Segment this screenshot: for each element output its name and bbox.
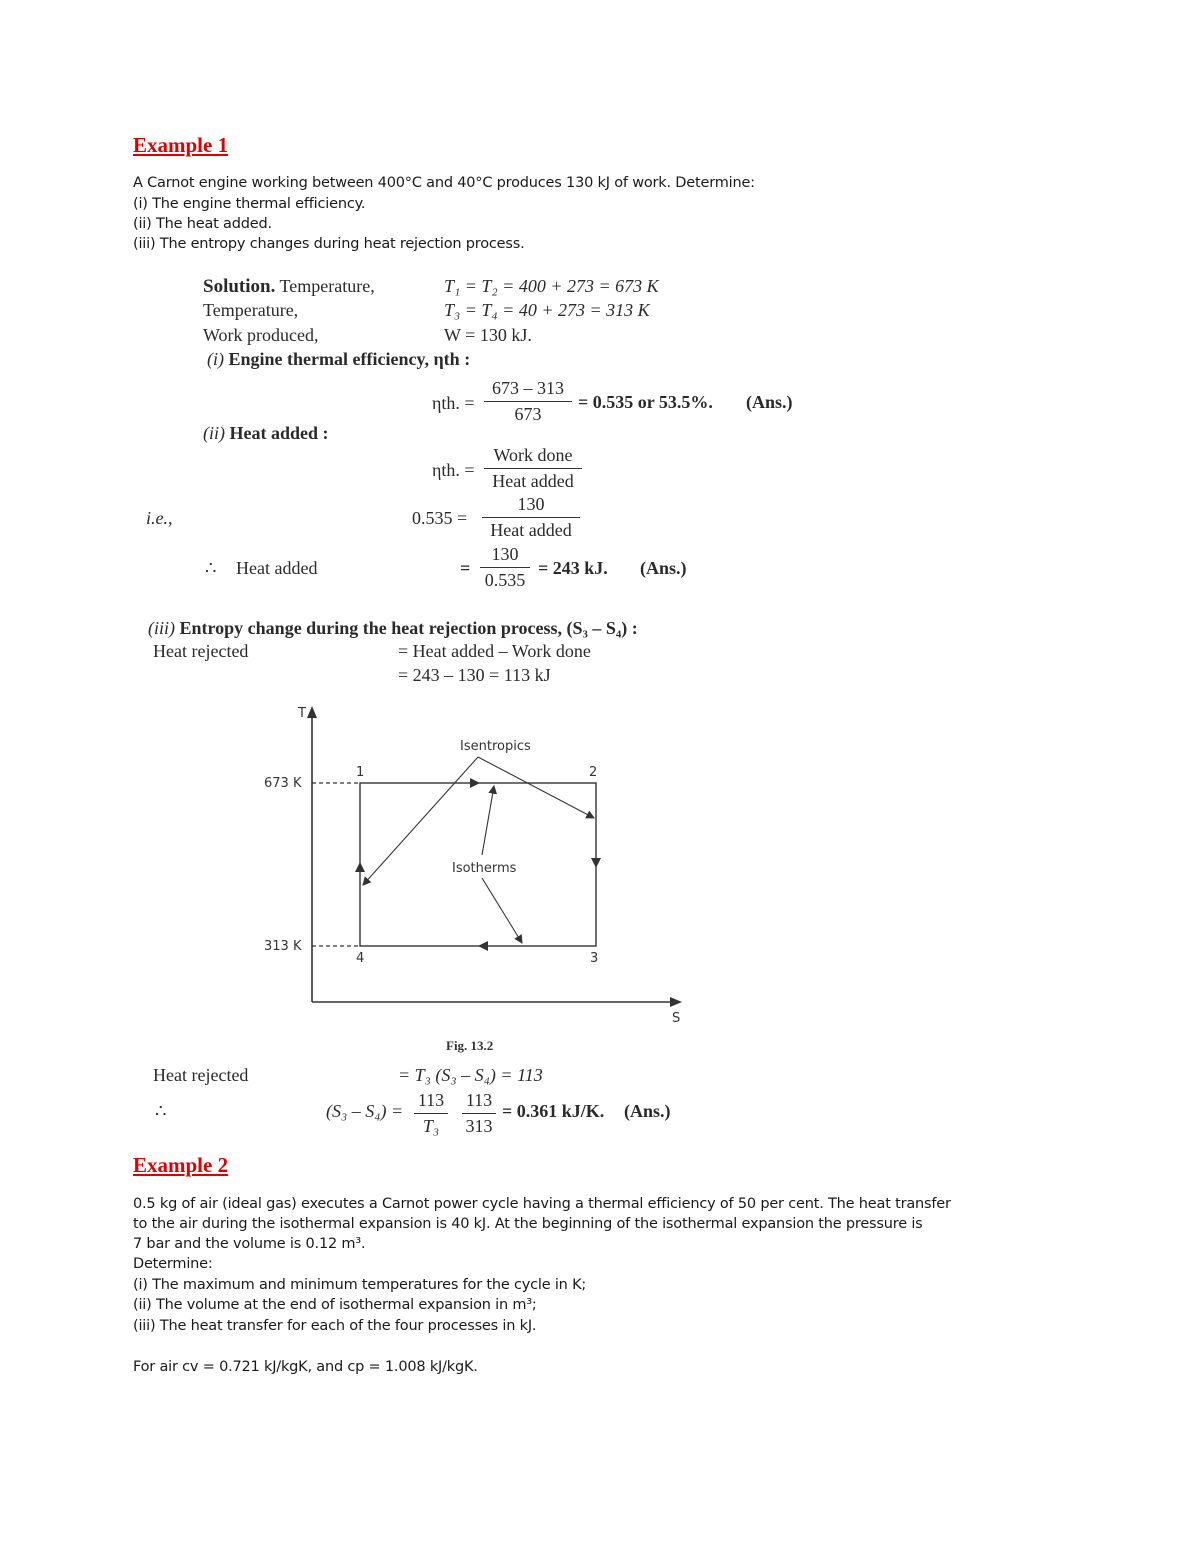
ie-label: i.e., (146, 508, 173, 528)
eta2-fraction: Work done Heat added (484, 445, 582, 492)
process-2-3-arrow-icon (591, 858, 601, 868)
therefore-symbol-2: ∴ (155, 1101, 167, 1121)
problem-line: (i) The engine thermal efficiency. (133, 196, 366, 212)
heat-rejected-eq-2: = 243 – 130 = 113 kJ (398, 665, 551, 685)
solution-eq-2: T₃ = T₄ = 40 + 273 = 313 K (444, 300, 650, 320)
process-1-2-arrow-icon (470, 778, 480, 788)
ans-label: (Ans.) (746, 392, 793, 412)
therefore-symbol: ∴ (205, 558, 217, 578)
process-3-4-arrow-icon (478, 941, 488, 951)
point-3-label: 3 (590, 951, 599, 966)
heat-rejected-eq-3: = T₃ (S₃ – S₄) = 113 (398, 1065, 543, 1085)
problem-line: For air cv = 0.721 kJ/kgK, and cp = 1.008 kJ/kgK. (133, 1359, 478, 1375)
entropy-fraction-1: 113 T₃ (414, 1090, 448, 1137)
ie-lhs: 0.535 = (412, 508, 468, 528)
t-low-label: 313 K (264, 939, 302, 954)
figure-caption: Fig. 13.2 (446, 1038, 494, 1053)
point-2-label: 2 (589, 765, 598, 780)
heat-rejected-label-2: Heat rejected (153, 1065, 249, 1085)
heat-rejected-eq-1: = Heat added – Work done (398, 641, 591, 661)
heat-rejected-label: Heat rejected (153, 641, 249, 661)
s-axis-arrow-icon (670, 997, 682, 1007)
problem-line: 7 bar and the volume is 0.12 m³. (133, 1236, 366, 1252)
isentropics-label: Isentropics (460, 739, 531, 754)
solution-eq-3: W = 130 kJ. (444, 325, 532, 345)
process-4-1-arrow-icon (355, 862, 365, 872)
solution-row-3-label: Work produced, (203, 325, 319, 345)
problem-line: (ii) The heat added. (133, 216, 272, 232)
part-iii-title: (iii) Entropy change during the heat rejection process, (S₃ – S₄) : (148, 618, 638, 638)
heat-result: = 243 kJ. (538, 558, 608, 578)
eta-lhs: ηth. = (432, 393, 475, 413)
problem-line: Determine: (133, 1256, 213, 1272)
point-1-label: 1 (356, 765, 365, 780)
problem-line: (ii) The volume at the end of isothermal expansion in m³; (133, 1297, 537, 1313)
problem-line: (iii) The heat transfer for each of the four processes in kJ. (133, 1318, 537, 1334)
problem-line: A Carnot engine working between 400°C and 40°C produces 130 kJ of work. Determine: (133, 175, 755, 191)
entropy-result: = 0.361 kJ/K. (502, 1101, 605, 1121)
t-high-label: 673 K (264, 776, 302, 791)
eta2-lhs: ηth. = (432, 460, 475, 480)
problem-line: (i) The maximum and minimum temperatures for the cycle in K; (133, 1277, 587, 1293)
eta-result: = 0.535 or 53.5%. (578, 392, 713, 412)
problem-line: to the air during the isothermal expansion is 40 kJ. At the beginning of the isothermal expansion the pressure is (133, 1216, 923, 1232)
entropy-lhs: (S₃ – S₄) = (326, 1101, 404, 1121)
isentropic-pointer-right (478, 757, 594, 818)
example-1-heading: Example 1 (133, 133, 229, 157)
entropy-fraction-2: 113 313 (462, 1090, 496, 1137)
solution-row-2-label: Temperature, (203, 300, 299, 320)
example-2-heading: Example 2 (133, 1153, 229, 1177)
heat-added-label: Heat added (236, 558, 318, 578)
isotherms-label: Isotherms (452, 861, 517, 876)
solution-eq-1: T₁ = T₂ = 400 + 273 = 673 K (444, 276, 659, 296)
ts-diagram (250, 700, 690, 1060)
heat-eq-sign: = (460, 558, 471, 578)
point-4-label: 4 (356, 951, 365, 966)
problem-line: (iii) The entropy changes during heat rejection process. (133, 236, 525, 252)
problem-line: 0.5 kg of air (ideal gas) executes a Carnot power cycle having a thermal efficiency of 50 per cent. The heat transfer (133, 1196, 951, 1212)
isotherm-pointer-bottom (482, 878, 522, 943)
ans-label: (Ans.) (640, 558, 687, 578)
t-axis-arrow-icon (307, 706, 317, 718)
part-i-title: (i) Engine thermal efficiency, ηth : (207, 349, 471, 369)
part-ii-title: (ii) Heat added : (203, 423, 329, 443)
solution-row-1: Solution. Temperature, (203, 276, 375, 297)
ie-fraction: 130 Heat added (482, 494, 580, 541)
s-axis-label: S (672, 1011, 681, 1026)
eta-fraction: 673 – 313 673 (484, 378, 572, 425)
t-axis-label: T (298, 706, 306, 721)
ans-label: (Ans.) (624, 1101, 671, 1121)
isotherm-pointer-top (482, 786, 494, 855)
heat-fraction: 130 0.535 (480, 544, 530, 591)
